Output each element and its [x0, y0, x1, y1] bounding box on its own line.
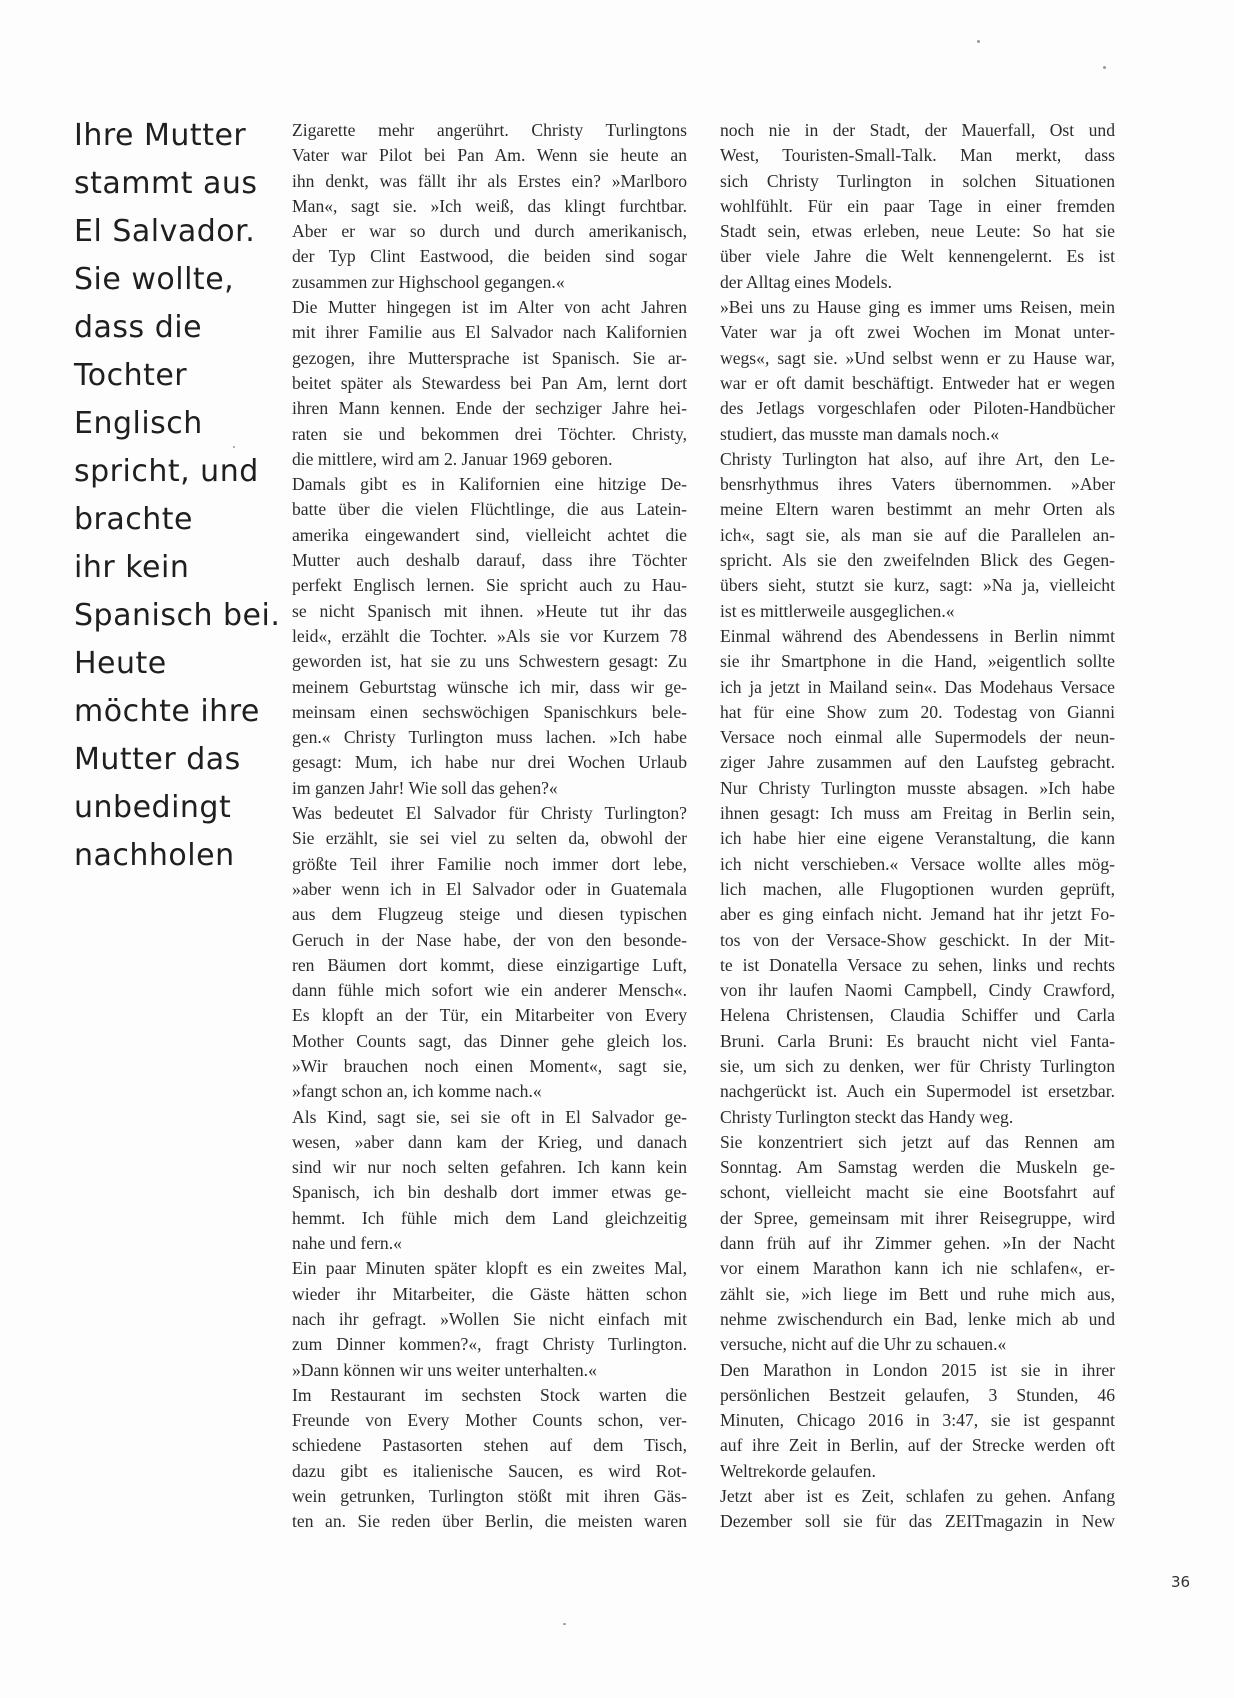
article-text-line: sich Christy Turlington in solchen Situationen [720, 170, 1115, 191]
article-text-line: im ganzen Jahr! Wie soll das gehen?« [292, 777, 558, 798]
article-text-line: der Spree, gemeinsam mit ihrer Reisegruppe, wird [720, 1207, 1115, 1228]
article-text-line: zusammen zur Highschool gegangen.« [292, 271, 565, 292]
article-text-line: Als Kind, sagt sie, sei sie oft in El Salvador ge- [292, 1106, 687, 1127]
article-text-line: Freunde von Every Mother Counts schon, ver- [292, 1410, 687, 1431]
article-text-line: Versace noch einmal alle Supermodels der neun- [720, 727, 1115, 748]
article-text-line: beitet später als Stewardess bei Pan Am, lernt dort [292, 372, 687, 393]
article-text-line: ich nicht verschieben.« Versace wollte alles mög- [720, 853, 1115, 874]
article-text-line: se nicht Spanisch mit ihnen. »Heute tut ihr das [292, 600, 687, 621]
article-text-line: hemmt. Ich fühle mich dem Land gleichzeitig [292, 1207, 687, 1228]
article-text-line: »Dann können wir uns weiter unterhalten.« [292, 1359, 597, 1380]
article-text-line: hat für eine Show zum 20. Todestag von Gianni [720, 701, 1115, 722]
article-text-line: te ist Donatella Versace zu sehen, links und rechts [720, 954, 1115, 975]
article-text-line: von ihr laufen Naomi Campbell, Cindy Crawford, [720, 980, 1115, 1001]
article-text-line: Spanisch, ich bin deshalb dort immer etwas ge- [292, 1182, 687, 1203]
article-text-line: Mutter auch deshalb darauf, dass ihre Töchter [292, 550, 687, 571]
article-text-line: schont, vielleicht macht sie eine Bootsfahrt auf [720, 1182, 1115, 1203]
article-text-line: Jetzt aber ist es Zeit, schlafen zu gehen. Anfang [720, 1486, 1115, 1507]
article-text-line: Helena Christensen, Claudia Schiffer und Carla [720, 1005, 1115, 1026]
article-text-line: Sonntag. Am Samstag werden die Muskeln ge- [720, 1157, 1115, 1178]
article-text-line: gezogen, ihre Muttersprache ist Spanisch. Sie ar- [292, 347, 687, 368]
article-text-line: lich machen, alle Flugoptionen wurden geprüft, [720, 878, 1115, 899]
article-text-line: Was bedeutet El Salvador für Christy Turlington? [292, 803, 687, 824]
article-text-line: nehme zwischendurch ein Bad, lenke mich ab und [720, 1308, 1115, 1329]
article-text-line: »fangt schon an, ich komme nach.« [292, 1081, 542, 1102]
article-text-line: perfekt Englisch lernen. Sie spricht auch zu Hau- [292, 575, 687, 596]
article-text-line: nach ihr gefragt. »Wollen Sie nicht einfach mit [292, 1308, 687, 1329]
scan-speck [233, 446, 235, 448]
article-text-line: Einmal während des Abendessens in Berlin nimmt [720, 625, 1115, 646]
pull-quote-line: dass die [74, 310, 203, 345]
article-text-line: schiedene Pastasorten stehen auf dem Tisch, [292, 1435, 687, 1456]
article-text-line: ich habe hier eine eigene Veranstaltung, die kann [720, 828, 1115, 849]
article-text-line: ren Bäumen dort kommt, diese einzigartige Luft, [292, 954, 687, 975]
article-text-line: leid«, erzählt die Tochter. »Als sie vor Kurzem 78 [292, 625, 687, 646]
article-text-line: meine Eltern waren bestimmt an mehr Orten als [720, 499, 1115, 520]
article-text-line: ihn denkt, was fällt ihr als Erstes ein? »Marlboro [292, 170, 687, 191]
article-text-line: sie ihr Smartphone in die Hand, »eigentlich sollte [720, 651, 1115, 672]
pull-quote-line: Ihre Mutter [74, 118, 247, 153]
article-text-line: bensrhythmus ihres Vaters übernommen. »Aber [720, 474, 1115, 495]
article-text-line: ist es mittlerweile ausgeglichen.« [720, 600, 955, 621]
article-text-line: nahe und fern.« [292, 1233, 402, 1254]
article-text-line: Aber er war so durch und durch amerikanisch, [292, 221, 687, 242]
article-text-line: spricht. Als sie den zweifelnden Blick des Gegen- [720, 550, 1115, 571]
article-text-line: dann früh auf ihr Zimmer gehen. »In der Nacht [720, 1233, 1115, 1254]
article-text-line: vor einem Marathon kann ich nie schlafen«, er- [720, 1258, 1115, 1279]
article-text-line: nachgerückt ist. Auch ein Supermodel ist ersetzbar. [720, 1081, 1115, 1102]
article-text-line: dazu gibt es italienische Saucen, es wird Rot- [292, 1460, 687, 1481]
article-text-line: Geruch in der Nase habe, der von den besonde- [292, 929, 687, 950]
article-text-line: wohlfühlt. Für ein paar Tage in einer fremden [720, 195, 1115, 216]
pull-quote-line: brachte [74, 502, 193, 537]
article-text-line: wein getrunken, Turlington stößt mit ihren Gäs- [292, 1486, 687, 1507]
pull-quote [74, 112, 294, 880]
article-text-line: Bruni. Carla Bruni: Es braucht nicht viel Fanta- [720, 1030, 1115, 1051]
article-text-line: wesen, »aber dann kam der Krieg, und danach [292, 1131, 687, 1152]
pull-quote-line: ihr kein [74, 550, 190, 585]
article-text-line: tos von der Versace-Show geschickt. In der Mit- [720, 929, 1115, 950]
article-text-line: zum Dinner kommen?«, fragt Christy Turlington. [292, 1334, 687, 1355]
article-text-line: die mittlere, wird am 2. Januar 1969 geboren. [292, 448, 613, 469]
article-text-line: ihren Mann kennen. Ende der sechziger Jahre hei- [292, 398, 687, 419]
pull-quote-line: spricht, und [74, 454, 259, 489]
article-text-line: aus dem Flugzeug steige und diesen typischen [292, 904, 687, 925]
article-text-line: aber es ging einfach nicht. Jemand hat ihr jetzt Fo- [720, 904, 1115, 925]
article-text-line: studiert, das musste man damals noch.« [720, 423, 1000, 444]
article-column-1 [292, 118, 687, 1535]
article-text-line: versuche, nicht auf die Uhr zu schauen.« [720, 1334, 1007, 1355]
article-text-line: Weltrekorde gelaufen. [720, 1460, 876, 1481]
article-text-line: »Wir brauchen noch einen Moment«, sagt sie, [292, 1055, 687, 1076]
pull-quote-line: Tochter [74, 358, 188, 393]
article-text-line: raten sie und bekommen drei Töchter. Christy, [292, 423, 687, 444]
article-text-line: Die Mutter hingegen ist im Alter von acht Jahren [292, 297, 687, 318]
article-text-line: sie, um sich zu denken, wer für Christy Turlington [720, 1055, 1115, 1076]
article-text-line: Vater war Pilot bei Pan Am. Wenn sie heute an [292, 145, 687, 166]
pull-quote-line: Mutter das [74, 742, 241, 777]
article-text-line: Minuten, Chicago 2016 in 3:47, sie ist gespannt [720, 1410, 1115, 1431]
article-text-line: der Alltag eines Models. [720, 271, 892, 292]
article-text-line: mit ihrer Familie aus El Salvador nach Kalifornien [292, 322, 687, 343]
article-text-line: ten an. Sie reden über Berlin, die meisten waren [292, 1511, 687, 1532]
pull-quote-line: nachholen [74, 838, 235, 873]
article-text-line: wieder ihr Mitarbeiter, die Gäste hätten schon [292, 1283, 687, 1304]
article-text-line: Den Marathon in London 2015 ist sie in ihrer [720, 1359, 1115, 1380]
pull-quote-line: Englisch [74, 406, 203, 441]
article-text-line: »Bei uns zu Hause ging es immer ums Reisen, mein [720, 297, 1115, 318]
article-text-line: amerika eingewandert sind, vielleicht achtet die [292, 524, 687, 545]
article-text-line: auf ihre Zeit in Berlin, auf der Strecke werden oft [720, 1435, 1115, 1456]
pull-quote-line: stammt aus [74, 166, 258, 201]
article-text-line: noch nie in der Stadt, der Mauerfall, Ost und [720, 120, 1115, 140]
article-text-line: gesagt: Mum, ich habe nur drei Wochen Urlaub [292, 752, 687, 773]
article-text-line: Vater war ja oft zwei Wochen im Monat unter- [720, 322, 1115, 343]
pull-quote-line: El Salvador. [74, 214, 256, 249]
scan-speck [977, 40, 980, 43]
article-text-line: ich ja jetzt in Mailand sein«. Das Modehaus Versace [720, 676, 1115, 697]
article-text-line: ich«, sagt sie, als man sie auf die Parallelen an- [720, 524, 1115, 545]
article-column-2 [720, 118, 1115, 1535]
article-text-line: Es klopft an der Tür, ein Mitarbeiter von Every [292, 1005, 687, 1026]
article-text-line: Christy Turlington hat also, auf ihre Art, den Le- [720, 448, 1115, 469]
article-text-line: »aber wenn ich in El Salvador oder in Guatemala [292, 878, 687, 899]
article-text-line: sind wir nur noch selten gefahren. Ich kann kein [292, 1157, 687, 1178]
article-text-line: zählt sie, »ich liege im Bett und ruhe mich aus, [720, 1283, 1115, 1304]
article-text-line: West, Touristen-Small-Talk. Man merkt, dass [720, 145, 1115, 166]
scan-speck [563, 1623, 566, 1625]
article-text-line: meinem Geburtstag wünsche ich mir, dass wir ge- [292, 676, 687, 697]
article-text-line: der Typ Clint Eastwood, die beiden sind sogar [292, 246, 687, 267]
page-number: 36 [1171, 1573, 1191, 1591]
article-text-line: Christy Turlington steckt das Handy weg. [720, 1106, 1014, 1127]
article-text-line: persönlichen Bestzeit gelaufen, 3 Stunden, 46 [720, 1384, 1115, 1405]
pull-quote-line: Sie wollte, [74, 262, 235, 297]
article-text-line: größte Teil ihrer Familie noch immer dort lebe, [292, 853, 687, 874]
article-text-line: Im Restaurant im sechsten Stock warten die [292, 1384, 687, 1405]
article-text-line: wegs«, sagt sie. »Und selbst wenn er zu Hause war, [720, 347, 1115, 368]
pull-quote-line: unbedingt [74, 790, 232, 825]
pull-quote-line: Heute [74, 646, 167, 681]
article-text-line: Nur Christy Turlington musste absagen. »Ich habe [720, 777, 1115, 798]
article-text-line: übers sieht, stutzt sie kurz, sagt: »Na ja, vielleicht [720, 575, 1115, 596]
article-text-line: Sie konzentriert sich jetzt auf das Rennen am [720, 1131, 1115, 1152]
article-text-line: Zigarette mehr angerührt. Christy Turlingtons [292, 120, 687, 140]
article-text-line: ihnen gesagt: Ich muss am Freitag in Berlin sein, [720, 803, 1115, 824]
pull-quote-line: Spanisch bei. [74, 598, 281, 633]
article-text-line: dann fühle mich sofort wie ein anderer Mensch«. [292, 980, 687, 1001]
article-text-line: gen.« Christy Turlington muss lachen. »Ich habe [292, 727, 687, 748]
article-text-line: Sie erzählt, sie sei viel zu selten da, obwohl der [292, 828, 687, 849]
article-text-line: Mother Counts sagt, das Dinner gehe gleich los. [292, 1030, 687, 1051]
scan-speck [1103, 66, 1106, 69]
article-text-line: Stadt sein, etwas erleben, neue Leute: So hat sie [720, 221, 1115, 242]
article-text-line: Dezember soll sie für das ZEITmagazin in New [720, 1511, 1115, 1532]
article-text-line: war er oft damit beschäftigt. Entweder hat er wegen [720, 372, 1115, 393]
pull-quote-line: möchte ihre [74, 694, 260, 729]
article-text-line: Ein paar Minuten später klopft es ein zweites Mal, [292, 1258, 687, 1279]
article-text-line: meinsam einen sechswöchigen Spanischkurs bele- [292, 701, 687, 722]
article-text-line: batte über die vielen Flüchtlinge, die aus Latein- [292, 499, 687, 520]
article-text-line: Man«, sagt sie. »Ich weiß, das klingt furchtbar. [292, 195, 687, 216]
article-text-line: des Jetlags vorgeschlafen oder Piloten-Handbücher [720, 398, 1115, 419]
article-text-line: über viele Jahre die Welt kennengelernt. Es ist [720, 246, 1115, 267]
article-text-line: Damals gibt es in Kalifornien eine hitzige De- [292, 474, 687, 495]
article-text-line: ziger Jahre zusammen auf den Laufsteg gebracht. [720, 752, 1115, 773]
article-text-line: geworden ist, hat sie zu uns Schwestern gesagt: Zu [292, 651, 687, 672]
